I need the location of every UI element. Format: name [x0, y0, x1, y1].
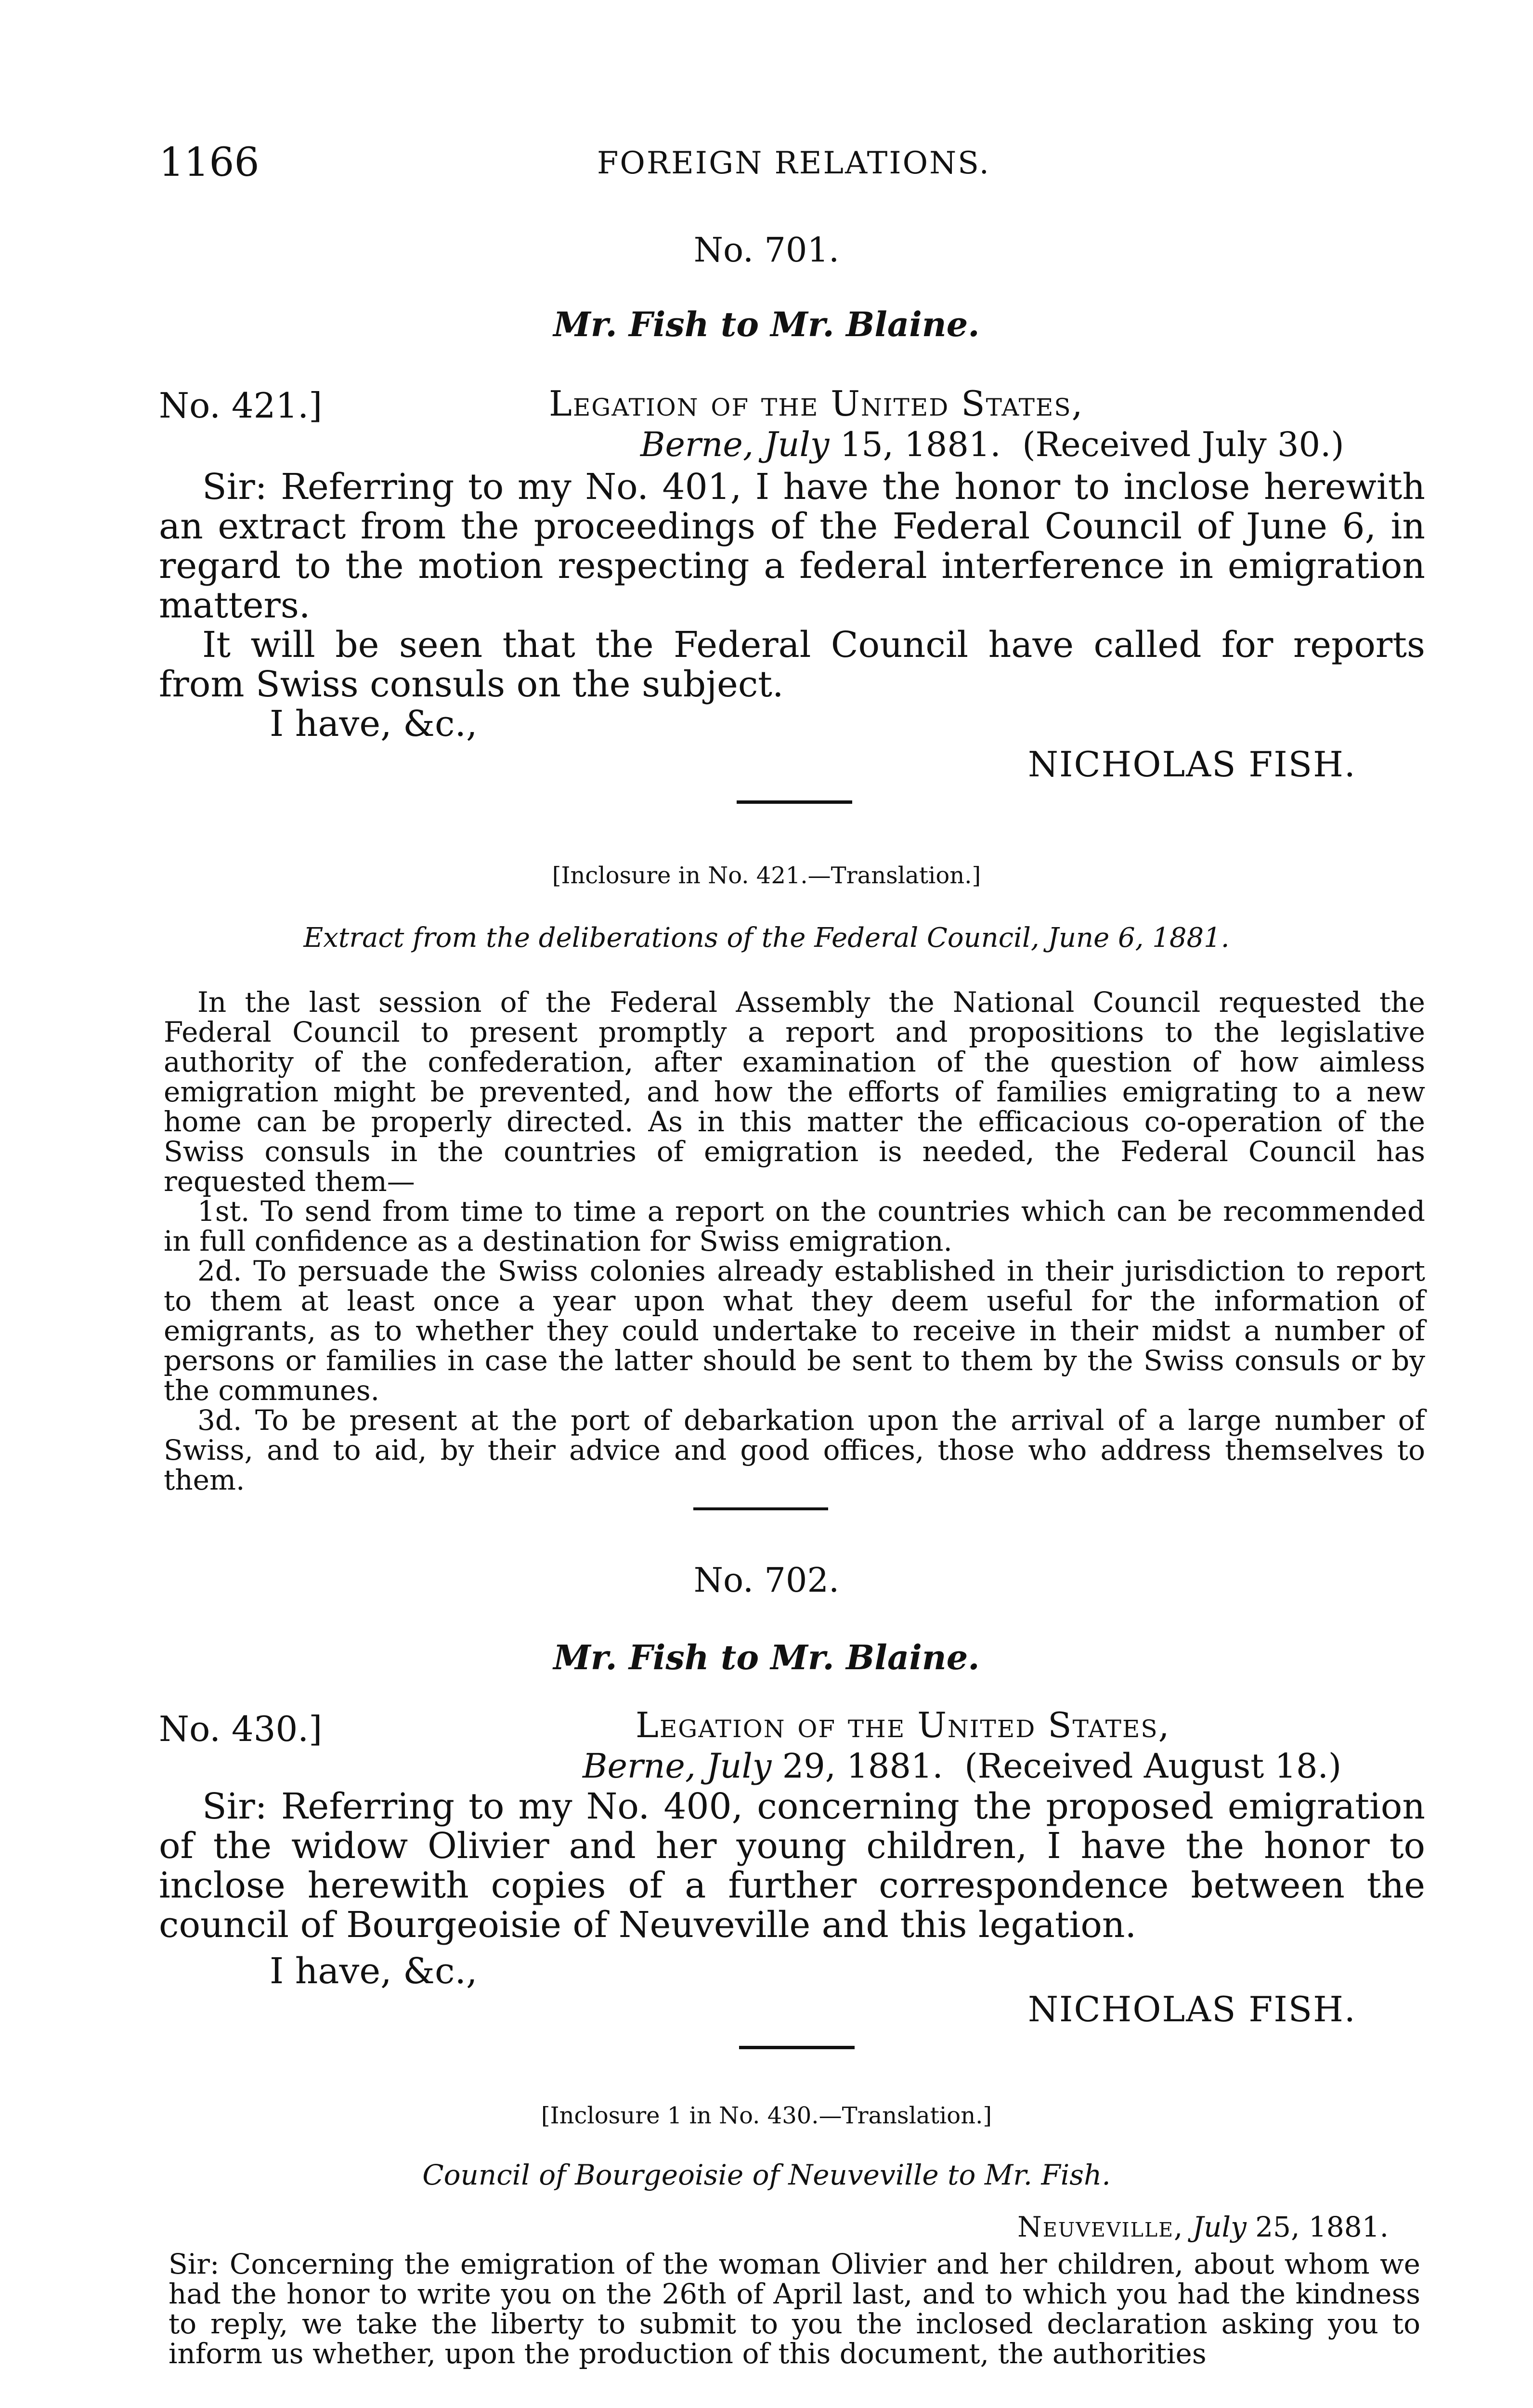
doc-702-date-month: July	[706, 1746, 772, 1786]
doc-701-legation: Legation of the United States,	[549, 383, 1084, 424]
doc-702-legation: Legation of the United States,	[636, 1705, 1170, 1745]
inclosure-421-paragraph: 2d. To persuade the Swiss colonies already established in their jurisdiction to report to them at least once a year upon what they deem useful for the information of emigrants, as to whether they could undertake to receive in their midst a number of persons or families in case the latter should be sent to them by the Swiss consuls or by the communes.	[164, 1255, 1425, 1407]
doc-701-date-month: July	[764, 425, 830, 464]
inclosure-430-date-rest: 25, 1881.	[1255, 2211, 1389, 2243]
doc-702-dispatch-number: No. 430.]	[159, 1709, 323, 1749]
doc-702-number: No. 702.	[693, 1560, 840, 1600]
doc-702-dateline	[583, 1746, 1341, 1786]
doc-701-paragraph-2: It will be seen that the Federal Council have called for reports from Swiss consuls on the subject.	[159, 624, 1425, 705]
doc-702-date-rest: 29, 1881.	[782, 1746, 943, 1786]
inclosure-430-date-month: July	[1192, 2211, 1247, 2243]
running-title: FOREIGN RELATIONS.	[597, 145, 990, 181]
inclosure-421-paragraph: In the last session of the Federal Assembly the National Council requested the Federal Council to present promptly a report and propositions to the legislative authority of the confederation, after examination of the question of how aimless emigration might be prevented, and how the efforts of families emigrating to a new home can be properly directed. As in this matter the efficacious co-operation of the Swiss consuls in the countries of emigration is needed, the Federal Council has requested them—	[164, 986, 1425, 1198]
doc-701-date-rest: 15, 1881.	[840, 425, 1001, 464]
inclosure-430-label: [Inclosure 1 in No. 430.—Translation.]	[541, 2102, 992, 2129]
section-divider-2	[693, 1507, 828, 1510]
doc-701-dateline	[640, 425, 1344, 464]
inclosure-430-place: Neuveville,	[1017, 2211, 1184, 2243]
inclosure-430-title: Council of Bourgeoisie of Neuveville to Mr. Fish.	[422, 2159, 1111, 2191]
doc-702-received: (Received August 18.)	[964, 1746, 1342, 1786]
doc-702-place: Berne,	[583, 1746, 696, 1786]
section-divider-3	[739, 2046, 855, 2049]
doc-701-place: Berne,	[640, 425, 754, 464]
doc-701-signature: NICHOLAS FISH.	[1028, 744, 1356, 785]
inclosure-430-paragraph-1: Sir: Concerning the emigration of the woman Olivier and her children, about whom we had the honor to write you on the 26th of April last, and to which you had the kindness to reply, we take the liberty to submit to you the inclosed declaration asking you to inform us whether, upon the production of this document, the authorities	[169, 2248, 1420, 2370]
doc-702-heading: Mr. Fish to Mr. Blaine.	[553, 1637, 980, 1677]
doc-701-heading: Mr. Fish to Mr. Blaine.	[553, 304, 980, 344]
doc-702-body	[159, 1787, 1425, 1945]
inclosure-430-dateline	[1017, 2211, 1389, 2243]
inclosure-421-title: Extract from the deliberations of the Federal Council, June 6, 1881.	[303, 922, 1230, 954]
inclosure-421-body	[164, 987, 1425, 1495]
doc-701-paragraph-1: Sir: Referring to my No. 401, I have the honor to inclose herewith an extract from the proceedings of the Federal Council of June 6, in regard to the motion respecting a federal interference in emigration matters.	[159, 466, 1425, 626]
inclosure-421-paragraph: 1st. To send from time to time a report on the countries which can be recommended in full confidence as a destination for Swiss emigration.	[164, 1195, 1425, 1257]
doc-702-closing: I have, &c.,	[270, 1950, 478, 1992]
doc-701-number: No. 701.	[693, 230, 840, 270]
doc-701-body	[159, 467, 1425, 704]
doc-701-received: (Received July 30.)	[1022, 425, 1344, 464]
section-divider-1	[737, 800, 852, 804]
doc-702-signature: NICHOLAS FISH.	[1028, 1989, 1356, 2029]
doc-701-dispatch-number: No. 421.]	[159, 385, 323, 426]
doc-701-closing: I have, &c.,	[270, 703, 478, 745]
inclosure-421-paragraph: 3d. To be present at the port of debarkation upon the arrival of a large number of Swiss, and to aid, by their advice and good offices, those who address themselves to them.	[164, 1404, 1425, 1496]
inclosure-430-body	[169, 2249, 1420, 2369]
page-number: 1166	[159, 140, 260, 185]
inclosure-421-label: [Inclosure in No. 421.—Translation.]	[552, 862, 981, 889]
doc-702-paragraph-1: Sir: Referring to my No. 400, concerning the proposed emigration of the widow Olivier and her young children, I have the honor to inclose herewith copies of a further correspondence between the council of Bourgeoisie of Neuveville and this legation.	[159, 1786, 1425, 1946]
